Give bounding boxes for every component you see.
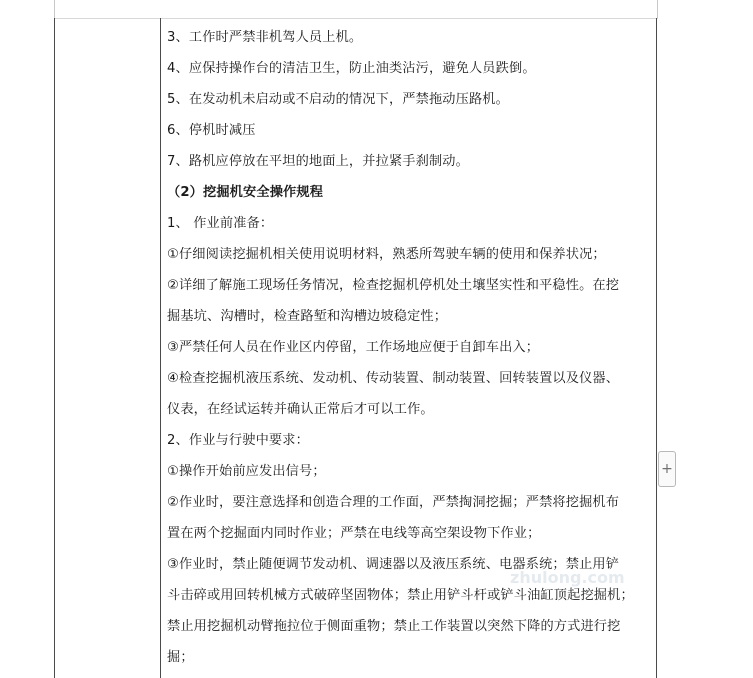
text-line: ③作业时，禁止随便调节发动机、调速器以及液压系统、电器系统；禁止用铲	[167, 557, 620, 572]
text-line: 6、停机时减压	[167, 123, 256, 138]
text-line: 斗击碎或用回转机械方式破碎坚固物体；禁止用铲斗杆或铲斗油缸顶起挖掘机；	[167, 588, 634, 603]
page-corner-mark-left	[54, 0, 55, 18]
text-line: 置在两个挖掘面内同时作业；严禁在电线等高空架设物下作业；	[167, 526, 541, 541]
page-corner-mark-right	[657, 0, 658, 18]
text-line: 2、作业与行驶中要求：	[167, 433, 309, 448]
text-line: 掘；	[167, 650, 194, 665]
text-line: 4、应保持操作台的清洁卫生，防止油类沾污，避免人员跌倒。	[167, 61, 536, 76]
text-line: ①操作开始前应发出信号；	[167, 464, 326, 479]
text-line: ①仔细阅读挖掘机相关使用说明材料，熟悉所驾驶车辆的使用和保养状况；	[167, 247, 606, 262]
text-line: 7、路机应停放在平坦的地面上，并拉紧手刹制动。	[167, 154, 469, 169]
section-heading: （2）挖掘机安全操作规程	[167, 185, 324, 200]
text-line: ④检查挖掘机液压系统、发动机、传动装置、制动装置、回转装置以及仪器、	[167, 371, 620, 386]
text-line: 仪表，在经试运转并确认正常后才可以工作。	[167, 402, 434, 417]
text-line: 3、工作时严禁非机驾人员上机。	[167, 30, 363, 45]
text-line: 掘基坑、沟槽时，检查路堑和沟槽边坡稳定性；	[167, 309, 448, 324]
text-line: ②详细了解施工现场任务情况，检查挖掘机停机处土壤坚实性和平稳性。在挖	[167, 278, 620, 293]
plus-icon: +	[661, 461, 673, 477]
text-line: 1、 作业前准备：	[167, 216, 274, 231]
text-line: 5、在发动机未启动或不启动的情况下，严禁拖动压路机。	[167, 92, 509, 107]
text-line: ②作业时，要注意选择和创造合理的工作面，严禁掏洞挖掘；严禁将挖掘机布	[167, 495, 620, 510]
table-column-divider	[160, 18, 161, 678]
add-row-button[interactable]	[658, 451, 676, 487]
text-line: ③严禁任何人员在作业区内停留，工作场地应便于自卸车出入；	[167, 340, 540, 355]
watermark: zhulong.com	[510, 568, 625, 587]
text-line: 禁止用挖掘机动臂拖拉位于侧面重物；禁止工作装置以突然下降的方式进行挖	[167, 619, 621, 634]
